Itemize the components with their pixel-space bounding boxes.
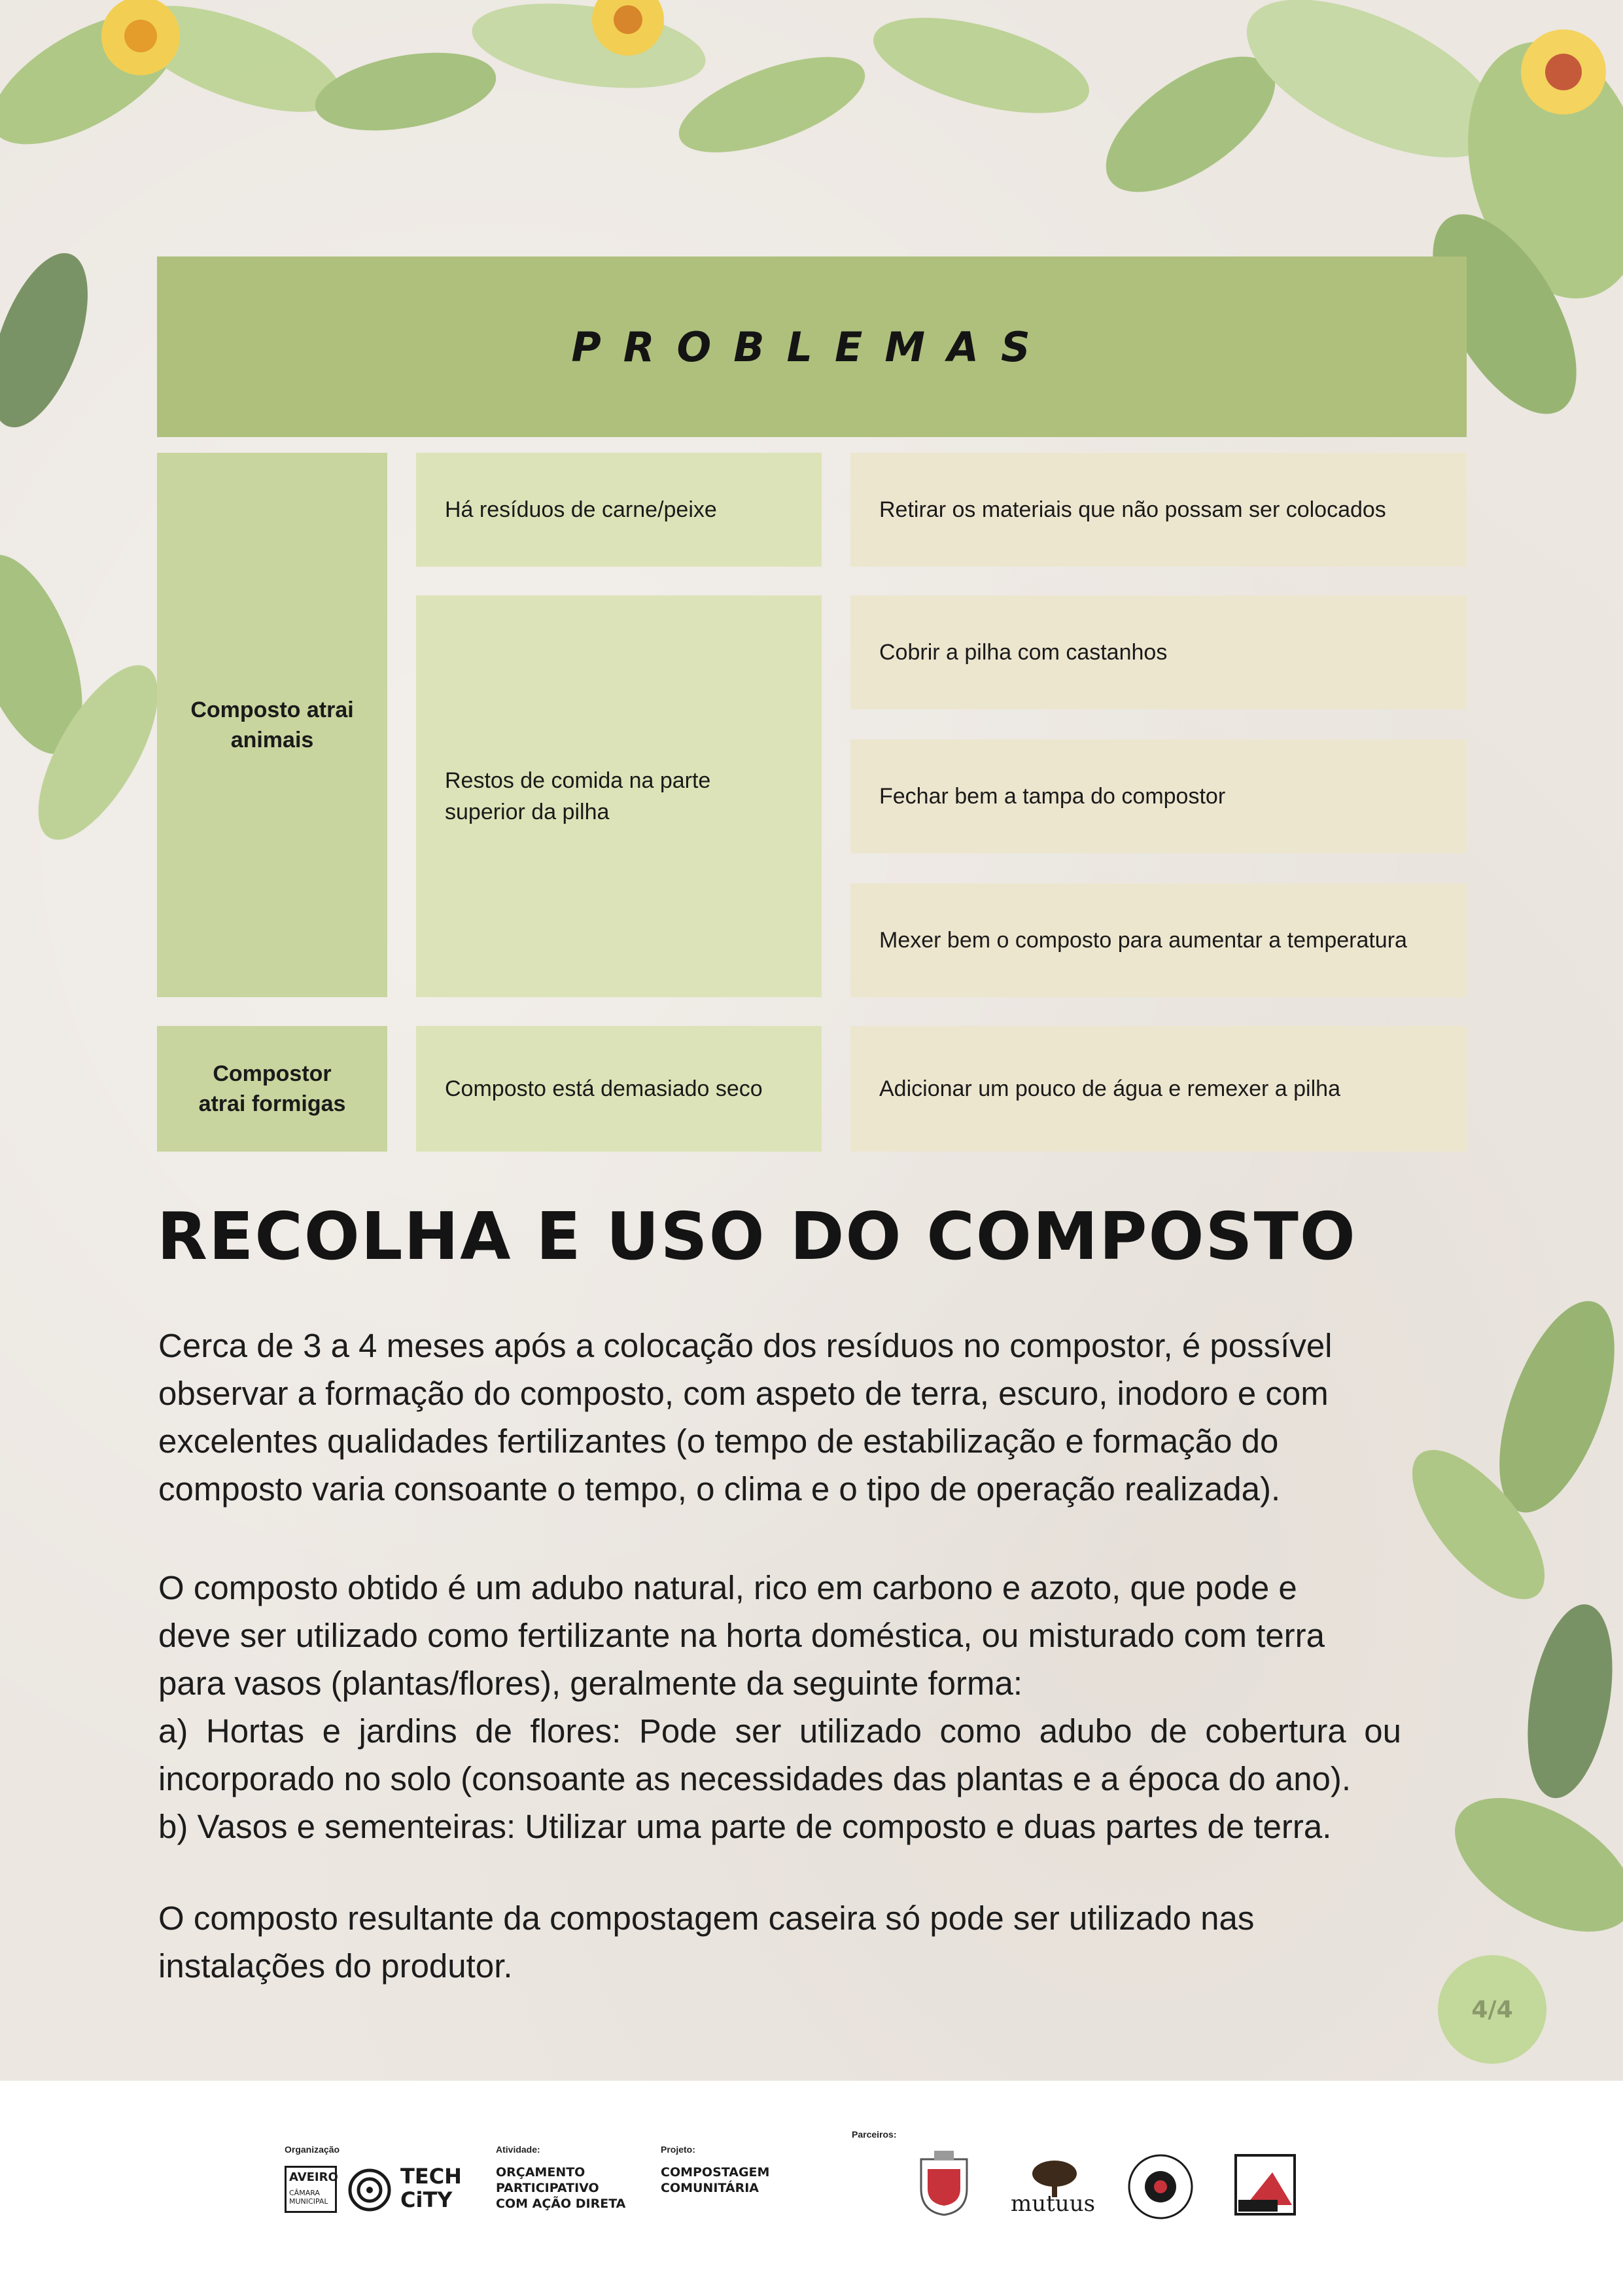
techcity-logo: TECH CiTY (400, 2164, 462, 2212)
atividade-text (496, 2164, 625, 2212)
text-line: O composto obtido é um adubo natural, rico em carbono e azoto, que pode e (158, 1569, 1297, 1606)
paragraph-2 (158, 1564, 1401, 1850)
text-line: Cerca de 3 a 4 meses após a colocação dos resíduos no compostor, é possível (158, 1327, 1333, 1364)
solution-cell (850, 453, 1467, 567)
agrupamento-seal-icon (1126, 2153, 1195, 2221)
aveiro-logo-subtext: CÂMARA MUNICIPAL (289, 2189, 328, 2206)
cause-label: Composto está demasiado seco (445, 1076, 763, 1101)
cause-cell (416, 595, 822, 997)
aveiro-logo (285, 2166, 337, 2213)
text-line: a) Hortas e jardins de flores: Pode ser utilizado como adubo de cobertura ou (158, 1712, 1401, 1750)
solution-cell (850, 883, 1467, 997)
footer (0, 2081, 1623, 2296)
solution-label: Mexer bem o composto para aumentar a temperatura (879, 928, 1407, 953)
text-line: para vasos (plantas/flores), geralmente da seguinte forma: (158, 1665, 1023, 1702)
problem-cell (157, 453, 387, 997)
solution-label: Adicionar um pouco de água e remexer a pilha (879, 1076, 1340, 1101)
coat-of-arms-icon (915, 2149, 973, 2218)
text-line: instalações do produtor. (158, 1947, 513, 1985)
problems-title: PROBLEMAS (571, 323, 1053, 371)
section-heading: RECOLHA E USO DO COMPOSTO (157, 1198, 1357, 1275)
organizacao-label: Organização (285, 2144, 340, 2155)
cause-label: Há resíduos de carne/peixe (445, 497, 717, 522)
page-number: 4/4 (1471, 1996, 1513, 2023)
problem-cell (157, 1026, 387, 1152)
problems-title-bar (157, 256, 1467, 437)
solution-label: Retirar os materiais que não possam ser colocados (879, 497, 1386, 522)
text-line: excelentes qualidades fertilizantes (o tempo de estabilização e formação do (158, 1422, 1279, 1460)
atividade-label: Atividade: (496, 2144, 540, 2155)
paragraph-1 (158, 1322, 1401, 1513)
text-line: observar a formação do composto, com aspeto de terra, escuro, inodoro e com (158, 1375, 1329, 1412)
solution-cell (850, 1026, 1467, 1152)
parceiros-label: Parceiros: (852, 2129, 897, 2140)
cause-cell (416, 453, 822, 567)
projeto-line: COMPOSTAGEM (661, 2165, 770, 2180)
cause-label: Restos de comida na parte superior da pilha (445, 768, 711, 824)
cause-cell (416, 1026, 822, 1152)
text-line: deve ser utilizado como fertilizante na horta doméstica, ou misturado com terra (158, 1617, 1325, 1654)
solution-cell (850, 739, 1467, 853)
aveiro-logo-text: AVEIRO (289, 2170, 338, 2184)
problem-label: Composto atrai animais (190, 698, 354, 752)
atividade-line: COM AÇÃO DIRETA (496, 2197, 626, 2211)
projeto-text (661, 2164, 769, 2196)
text-line: incorporado no solo (consoante as necessidades das plantas e a época do ano). (158, 1760, 1352, 1797)
projeto-line: COMUNITÁRIA (661, 2181, 759, 2195)
partner-logo-icon (1233, 2153, 1305, 2218)
solution-label: Fechar bem a tampa do compostor (879, 784, 1226, 809)
solution-label: Cobrir a pilha com castanhos (879, 640, 1168, 665)
text-line: b) Vasos e sementeiras: Utilizar uma parte de composto e duas partes de terra. (158, 1808, 1332, 1845)
atividade-line: ORÇAMENTO (496, 2165, 585, 2180)
atividade-line: PARTICIPATIVO (496, 2181, 599, 2195)
paragraph-3 (158, 1894, 1401, 1990)
solution-cell (850, 595, 1467, 709)
text-line: O composto resultante da compostagem caseira só pode ser utilizado nas (158, 1899, 1255, 1937)
page-number-badge (1438, 1955, 1546, 2064)
projeto-label: Projeto: (661, 2144, 695, 2155)
techcity-icon (347, 2167, 393, 2213)
problem-label: Compostor atrai formigas (198, 1061, 346, 1116)
text-line: composto varia consoante o tempo, o clima e o tipo de operação realizada). (158, 1470, 1281, 1508)
mutuus-logo: mutuus (1011, 2191, 1096, 2217)
